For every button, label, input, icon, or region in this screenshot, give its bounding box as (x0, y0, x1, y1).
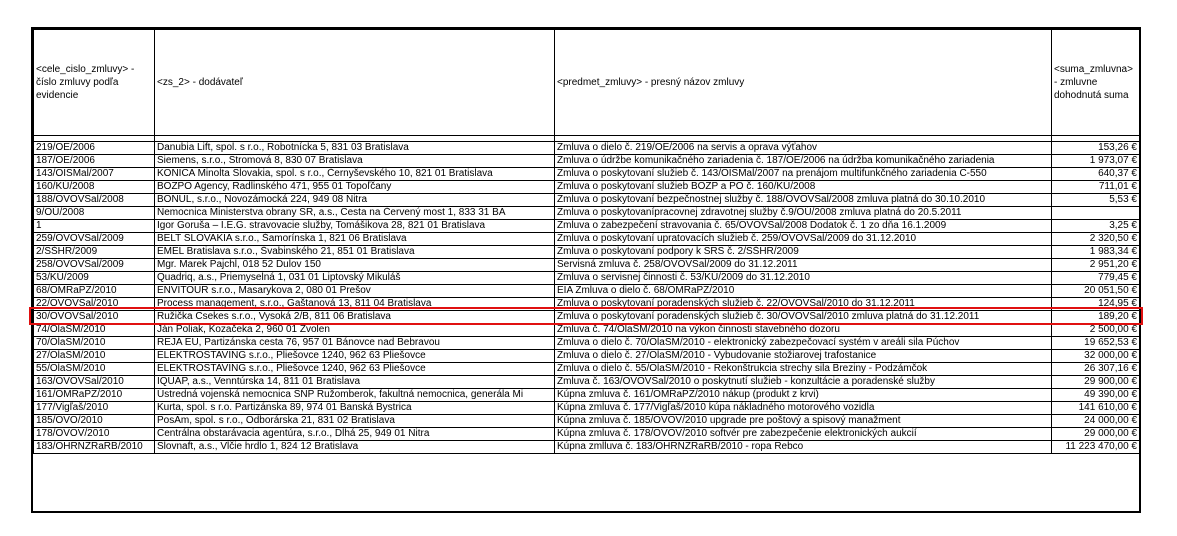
subject-cell: Zmluva o poskytovaní bezpečnostnej služby č. 188/OVOVSal/2008 zmluva platná do 30.10.2010 (555, 194, 1052, 207)
contract-number-cell: 161/OMRaPZ/2010 (34, 389, 155, 402)
supplier-cell: Mgr. Marek Pajchl, 018 52 Dulov 150 (155, 259, 555, 272)
subject-cell: Zmluva o poskytovanípracovnej zdravotnej služby č.9/OÚ/2008 zmluva platná do 20.5.2011 (555, 207, 1052, 220)
supplier-cell: Ružička Csekes s.r.o., Vysoká 2/B, 811 06 Bratislava (155, 311, 555, 324)
supplier-cell: Nemocnica Ministerstva obrany SR, a.s., Cesta na Červený most 1, 833 31 BA (155, 207, 555, 220)
amount-cell: 141 610,00 € (1052, 402, 1140, 415)
header-row (34, 30, 1140, 136)
table-row (34, 428, 1140, 441)
table-row (34, 194, 1140, 207)
table-row (34, 285, 1140, 298)
supplier-cell: Kurta, spol. s r.o. Partizánska 89, 974 01 Banská Bystrica (155, 402, 555, 415)
contract-number-cell: 258/OVOVSal/2009 (34, 259, 155, 272)
header-amount: <suma_zmluvna> - zmluvne dohodnutá suma (1052, 30, 1140, 136)
amount-cell: 124,95 € (1052, 298, 1140, 311)
contract-number-cell: 183/OHRNZRaRB/2010 (34, 441, 155, 454)
supplier-cell: IQUAP, a.s., Venntúrska 14, 811 01 Bratislava (155, 376, 555, 389)
contract-number-cell: 163/OVOVSal/2010 (34, 376, 155, 389)
contract-number-cell: 1 (34, 220, 155, 233)
subject-cell: Zmluva o poskytovaní služieb BOZP a PO č. 160/KÚ/2008 (555, 181, 1052, 194)
subject-cell: Zmluva o zabezpečení stravovania č. 65/OVOVSal/2008 Dodatok č. 1 zo dňa 16.1.2009 (555, 220, 1052, 233)
subject-cell: Kúpna zmluva č. 178/OVOV/2010 softvér pre zabezpečenie elektronických aukcií (555, 428, 1052, 441)
amount-cell: 2 951,20 € (1052, 259, 1140, 272)
table-row (34, 441, 1140, 454)
supplier-cell: ENVITOUR s.r.o., Masarykova 2, 080 01 Prešov (155, 285, 555, 298)
subject-cell: Kúpna zmlluva č. 183/OHRNZRaRB/2010 - ropa Rebco (555, 441, 1052, 454)
supplier-cell: Siemens, s.r.o., Stromová 8, 830 07 Bratislava (155, 155, 555, 168)
table-row (34, 207, 1140, 220)
table-row (34, 181, 1140, 194)
subject-cell: Zmluva č. 163/OVOVSal/2010 o poskytnutí služieb - konzultácie a poradenské služby (555, 376, 1052, 389)
amount-cell: 1 983,34 € (1052, 246, 1140, 259)
table-row (34, 168, 1140, 181)
subject-cell: Zmluva o dielo č. 55/OlaSM/2010 - Rekonštrukcia strechy sila Breziny - Podzámčok (555, 363, 1052, 376)
supplier-cell: Centrálna obstarávacia agentúra, s.r.o., Dlhá 25, 949 01 Nitra (155, 428, 555, 441)
header-subject: <predmet_zmluvy> - presný názov zmluvy (555, 30, 1052, 136)
table-row (34, 220, 1140, 233)
supplier-cell: Slovnaft, a.s., Vlčie hrdlo 1, 824 12 Bratislava (155, 441, 555, 454)
subject-cell: Zmluva o servisnej činnosti č. 53/KÚ/2009 do 31.12.2010 (555, 272, 1052, 285)
contract-number-cell: 219/OE/2006 (34, 142, 155, 155)
amount-cell: 1 973,07 € (1052, 155, 1140, 168)
supplier-cell: EMEL Bratislava s.r.o., Švabinského 21, 851 01 Bratislava (155, 246, 555, 259)
contract-number-cell: 185/OVO/2010 (34, 415, 155, 428)
amount-cell (1052, 207, 1140, 220)
table-row (34, 246, 1140, 259)
subject-cell: Kúpna zmluva č. 161/OMRaPZ/2010 nákup (produkt z krvi) (555, 389, 1052, 402)
subject-cell: Zmluva o poskytovaní poradenských služieb č. 30/OVOVSal/2010 zmluva platná do 31.12.2011 (555, 311, 1052, 324)
supplier-cell: BELT SLOVAKIA s.r.o., Šamorínska 1, 821 06 Bratislava (155, 233, 555, 246)
contract-number-cell: 70/OlaSM/2010 (34, 337, 155, 350)
amount-cell: 11 223 470,00 € (1052, 441, 1140, 454)
contract-number-cell: 9/OÚ/2008 (34, 207, 155, 220)
table-row (34, 350, 1140, 363)
subject-cell: Zmluva o údržbe komunikačného zariadenia č. 187/OE/2006 na údržba komunikačného zariadenia (555, 155, 1052, 168)
amount-cell: 29 900,00 € (1052, 376, 1140, 389)
contract-number-cell: 53/KÚ/2009 (34, 272, 155, 285)
amount-cell: 2 500,00 € (1052, 324, 1140, 337)
subject-cell: Zmluva o dielo č. 27/OlaSM/2010 - Vybudovanie stožiarovej trafostanice (555, 350, 1052, 363)
contract-number-cell: 143/OISMal/2007 (34, 168, 155, 181)
table-row (34, 298, 1140, 311)
table-row (34, 324, 1140, 337)
subject-cell: Zmluva o poskytovaní služieb č. 143/OISMal/2007 na prenájom multifunkčného zariadenia C-550 (555, 168, 1052, 181)
contract-number-cell: 68/OMRaPZ/2010 (34, 285, 155, 298)
table-row (34, 402, 1140, 415)
contract-number-cell: 55/OlaSM/2010 (34, 363, 155, 376)
subject-cell: Zmluva o poskytovaní podpory k SRS č. 2/SŠHR/2009 (555, 246, 1052, 259)
contract-number-cell: 178/OVOV/2010 (34, 428, 155, 441)
supplier-cell: REJA EU, Partizánska cesta 76, 957 01 Bánovce nad Bebravou (155, 337, 555, 350)
table-row (34, 363, 1140, 376)
contract-number-cell: 27/OlaSM/2010 (34, 350, 155, 363)
amount-cell: 32 000,00 € (1052, 350, 1140, 363)
supplier-cell: ELEKTROSTAVING s.r.o., Pliešovce 1240, 962 63 Pliešovce (155, 363, 555, 376)
table-row (34, 272, 1140, 285)
supplier-cell: Process management, s.r.o., Gaštanová 13, 811 04 Bratislava (155, 298, 555, 311)
amount-cell: 711,01 € (1052, 181, 1140, 194)
table-row (34, 376, 1140, 389)
amount-cell: 5,53 € (1052, 194, 1140, 207)
supplier-cell: ELEKTROSTAVING s.r.o., Pliešovce 1240, 962 63 Pliešovce (155, 350, 555, 363)
amount-cell: 29 000,00 € (1052, 428, 1140, 441)
amount-cell: 19 652,53 € (1052, 337, 1140, 350)
table-row (34, 142, 1140, 155)
supplier-cell: BOZPO Agency, Radlinského 471, 955 01 Topoľčany (155, 181, 555, 194)
contract-number-cell: 188/OVOVSal/2008 (34, 194, 155, 207)
contracts-table (33, 29, 1140, 454)
supplier-cell: Danubia Lift, spol. s r.o., Robotnícka 5, 831 03 Bratislava (155, 142, 555, 155)
contract-number-cell: 74/OlaSM/2010 (34, 324, 155, 337)
amount-cell: 20 051,50 € (1052, 285, 1140, 298)
table-row (34, 233, 1140, 246)
contract-number-cell: 259/OVOVSal/2009 (34, 233, 155, 246)
subject-cell: Zmluva o poskytovaní poradenských služieb č. 22/OVOVSal/2010 do 31.12.2011 (555, 298, 1052, 311)
subject-cell: Zmluva o dielo č. 70/OlaSM/2010 - elektronický zabezpečovací systém v areáli sila Púchov (555, 337, 1052, 350)
supplier-cell: Igor Goruša – I.E.G. stravovacie služby, Tomášikova 28, 821 01 Bratislava (155, 220, 555, 233)
amount-cell: 26 307,16 € (1052, 363, 1140, 376)
contract-number-cell: 187/OE/2006 (34, 155, 155, 168)
supplier-cell: KONICA Minolta Slovakia, spol. s r.o., Černyševského 10, 821 01 Bratislava (155, 168, 555, 181)
subject-cell: Kúpna zmluva č. 185/OVOV/2010 upgrade pre poštový a spisový manažment (555, 415, 1052, 428)
table-row (34, 415, 1140, 428)
contract-number-cell: 30/OVOVSal/2010 (34, 311, 155, 324)
table-row (34, 337, 1140, 350)
contract-number-cell: 160/KÚ/2008 (34, 181, 155, 194)
amount-cell: 3,25 € (1052, 220, 1140, 233)
header-contract-number: <cele_cislo_zmluvy> - číslo zmluvy podľa evidencie (34, 30, 155, 136)
supplier-cell: Quadriq, a.s., Priemyselná 1, 031 01 Liptovský Mikuláš (155, 272, 555, 285)
supplier-cell: Ústredná vojenská nemocnica SNP Ružomberok, fakultná nemocnica, generála Mi (155, 389, 555, 402)
amount-cell: 2 320,50 € (1052, 233, 1140, 246)
contract-number-cell: 22/OVOVSal/2010 (34, 298, 155, 311)
table-row (34, 311, 1140, 324)
table-row (34, 389, 1140, 402)
amount-cell: 49 390,00 € (1052, 389, 1140, 402)
amount-cell: 24 000,00 € (1052, 415, 1140, 428)
table-row (34, 155, 1140, 168)
table-row (34, 259, 1140, 272)
contract-number-cell: 2/SŠHR/2009 (34, 246, 155, 259)
contract-number-cell: 177/Vigľaš/2010 (34, 402, 155, 415)
supplier-cell: Ján Poliak, Kozačeka 2, 960 01 Zvolen (155, 324, 555, 337)
subject-cell: Servisná zmluva č. 258/OVOVSal/2009 do 31.12.2011 (555, 259, 1052, 272)
subject-cell: Zmluva o dielo č. 219/OE/2006 na servis a oprava výťahov (555, 142, 1052, 155)
subject-cell: Zmluva č. 74/OlaSM/2010 na výkon činnosti stavebného dozoru (555, 324, 1052, 337)
subject-cell: EIA Zmluva o dielo č. 68/OMRaPZ/2010 (555, 285, 1052, 298)
subject-cell: Zmluva o poskytovaní upratovacích služieb č. 259/OVOVSal/2009 do 31.12.2010 (555, 233, 1052, 246)
subject-cell: Kúpna zmluva č. 177/Vigľaš/2010 kúpa nákladného motorového vozidla (555, 402, 1052, 415)
amount-cell: 640,37 € (1052, 168, 1140, 181)
supplier-cell: BONUL, s.r.o., Novozámocká 224, 949 08 Nitra (155, 194, 555, 207)
amount-cell: 779,45 € (1052, 272, 1140, 285)
amount-cell: 189,20 € (1052, 311, 1140, 324)
amount-cell: 153,26 € (1052, 142, 1140, 155)
supplier-cell: PosAm, spol. s r.o., Odborárska 21, 831 02 Bratislava (155, 415, 555, 428)
header-supplier: <zs_2> - dodávateľ (155, 30, 555, 136)
